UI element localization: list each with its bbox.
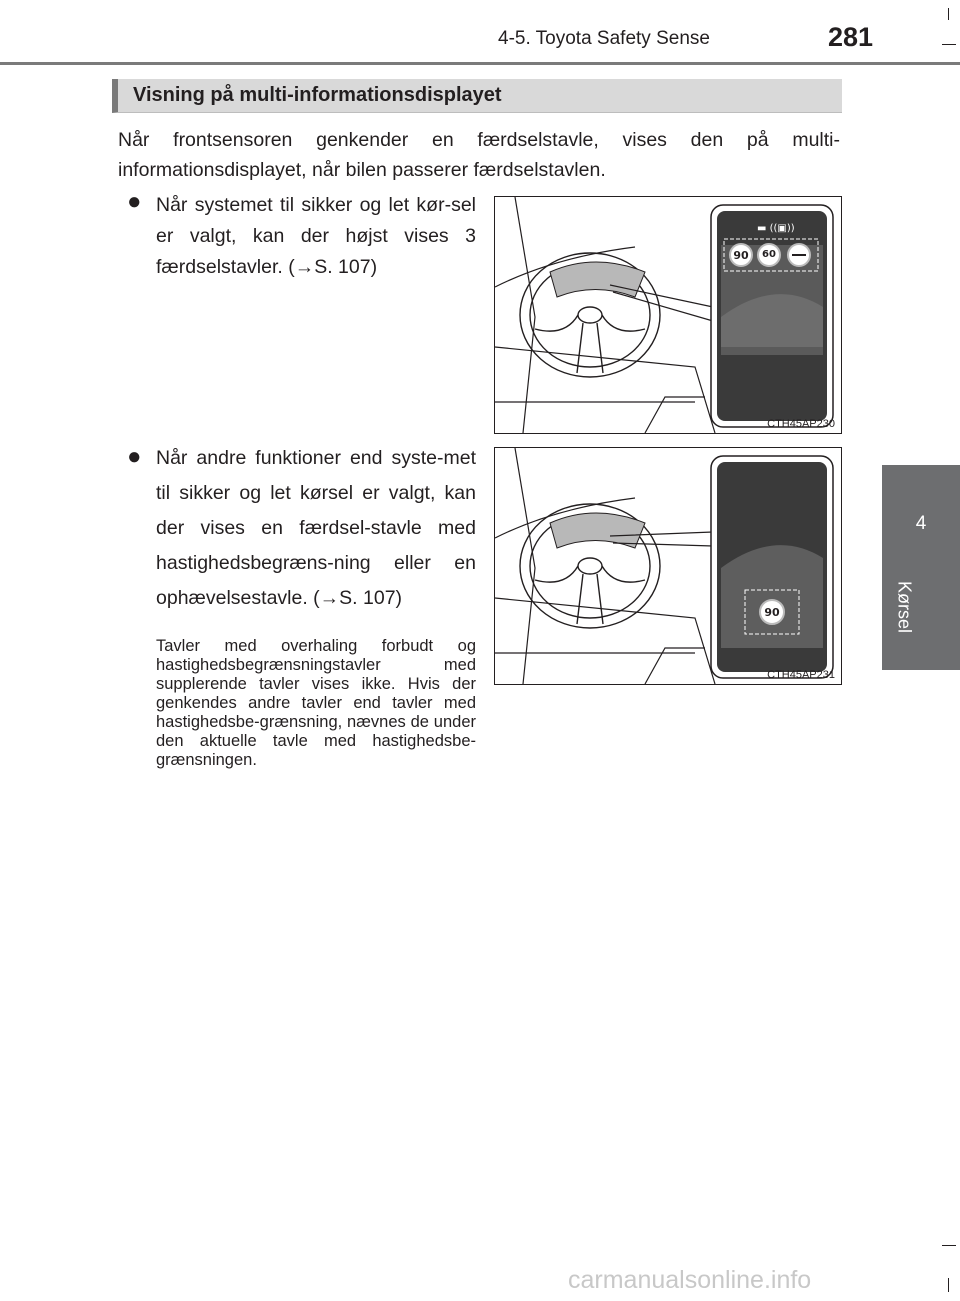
figure-code: CTH45AP230 [767,418,835,430]
note-paragraph: Tavler med overhaling forbudt og hastighedsbegrænsningstavler med supplerende tavler vises ikke. Hvis der genkendes andre tavler end tavler med hastighedsbe-grænsning, nævnes de under den aktuelle tavle med hastighedsbe-grænsningen. [156,637,476,769]
figure-display-three-signs [494,196,842,434]
svg-text:90: 90 [733,249,749,262]
speed-sign-90 [730,244,752,266]
figure-code: CTH45AP231 [767,669,835,681]
crop-mark [942,1245,956,1246]
speed-sign-60 [758,244,780,266]
header-rule [0,62,960,65]
svg-text:60: 60 [762,249,776,260]
header-section-title: 4-5. Toyota Safety Sense [498,28,710,49]
intro-paragraph: Når frontsensoren genkender en færdselstavle, vises den på multi-informationsdisplayet, når bilen passerer færdselstavlen. [118,129,840,181]
dashboard-illustration [495,448,841,684]
no-overtaking-end-sign [788,244,810,266]
page-number: 281 [828,22,874,52]
svg-text:▬ ((▣)): ▬ ((▣)) [757,223,795,234]
chapter-title-wrap [890,568,918,646]
bullet-marker: ● [127,443,142,470]
watermark[interactable]: carmanualsonline.info [568,1266,812,1294]
chapter-number: 4 [915,513,927,534]
bullet-text: Når systemet til sikker og let kør-sel er valgt, kan der højst vises 3 færdselstavler. (→S. 107) [156,194,476,278]
chapter-title: Kørsel [894,580,915,634]
bullet-marker: ● [127,188,142,215]
svg-text:90: 90 [764,606,780,619]
crop-mark [948,8,949,20]
crop-mark [948,1278,949,1292]
dashboard-illustration [495,197,841,433]
section-title: Visning på multi-informationsdisplayet [133,84,502,106]
crop-mark [942,44,956,45]
figure-display-one-sign [494,447,842,685]
section-heading-bar [112,79,842,113]
bullet-text: Når andre funktioner end syste-met til sikker og let kørsel er valgt, kan der vises en færdsel-stavle med hastighedsbegræns-ning eller en ophævelsestavle. (→S. 107) [156,447,476,609]
speed-sign-90 [760,600,784,624]
